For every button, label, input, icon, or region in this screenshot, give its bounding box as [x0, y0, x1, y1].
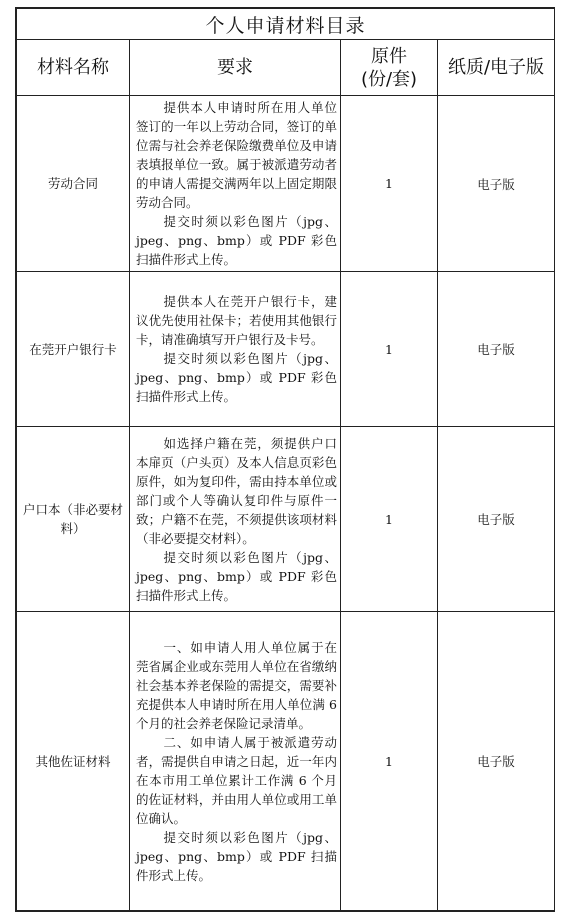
copies-value: 1 [341, 96, 438, 272]
table-row [17, 427, 555, 612]
requirement-cell [130, 96, 341, 272]
copies-value: 1 [341, 612, 438, 911]
format-value: 电子版 [438, 427, 555, 612]
header-copies [341, 40, 438, 96]
requirement-paragraph: 如选择户籍在莞，须提供户口本扉页（户头页）及本人信息页彩色原件，如为复印件，需由持本单位或部门或个人等确认复印件与原件一致；户籍不在莞，不须提供该项材料（非必要提交材料）。 [136, 435, 337, 546]
table-row [17, 272, 555, 427]
material-name: 劳动合同 [17, 96, 130, 272]
requirement-cell [130, 272, 341, 427]
requirement-paragraph: 一、如申请人用人单位属于在莞省属企业或东莞用人单位在省缴纳社会基本养老保险的需提交，需要补充提供本人申请时所在用人单位满 6 个月的社会养老保险记录清单。 [136, 639, 337, 731]
header-requirement: 要求 [130, 40, 341, 96]
material-table [16, 8, 555, 911]
header-name: 材料名称 [17, 40, 130, 96]
table-row [17, 96, 555, 272]
material-name: 户口本（非必要材料） [17, 427, 130, 612]
requirement-paragraph: 提交时须以彩色图片（jpg、jpeg、png、bmp）或 PDF 彩色扫描件形式上传。 [136, 549, 337, 603]
material-name: 其他佐证材料 [17, 612, 130, 911]
requirement-cell [130, 427, 341, 612]
format-value: 电子版 [438, 612, 555, 911]
copies-value: 1 [341, 272, 438, 427]
requirement-paragraph: 二、如申请人属于被派遣劳动者，需提供自申请之日起，近一年内在本市用工单位累计工作满 6 个月的佐证材料，并由用人单位或用工单位确认。 [136, 734, 337, 826]
header-format: 纸质/电子版 [438, 40, 555, 96]
header-copies-line1: 原件 [371, 45, 407, 67]
table-title: 个人申请材料目录 [17, 9, 555, 40]
material-list-document [15, 7, 555, 912]
table-row [17, 612, 555, 911]
requirement-paragraph: 提交时须以彩色图片（jpg、jpeg、png、bmp）或 PDF 彩色扫描件形式上传。 [136, 351, 337, 404]
requirement-paragraph: 提供本人申请时所在用人单位签订的一年以上劳动合同，签订的单位需与社会养老保险缴费单位及申请表填报单位一致。属于被派遣劳动者的申请人需提交满两年以上固定期限劳动合同。 [136, 100, 337, 210]
header-copies-line2: (份/套) [360, 68, 418, 90]
requirement-paragraph: 提供本人在莞开户银行卡，建议优先使用社保卡；若使用其他银行卡，请准确填写开户银行及卡号。 [136, 294, 337, 347]
copies-value: 1 [341, 427, 438, 612]
requirement-paragraph: 提交时须以彩色图片（jpg、jpeg、png、bmp）或 PDF 彩色扫描件形式上传。 [136, 214, 337, 267]
material-name: 在莞开户银行卡 [17, 272, 130, 427]
format-value: 电子版 [438, 96, 555, 272]
requirement-cell [130, 612, 341, 911]
requirement-paragraph: 提交时须以彩色图片（jpg、jpeg、png、bmp）或 PDF 扫描件形式上传。 [136, 829, 337, 883]
format-value: 电子版 [438, 272, 555, 427]
